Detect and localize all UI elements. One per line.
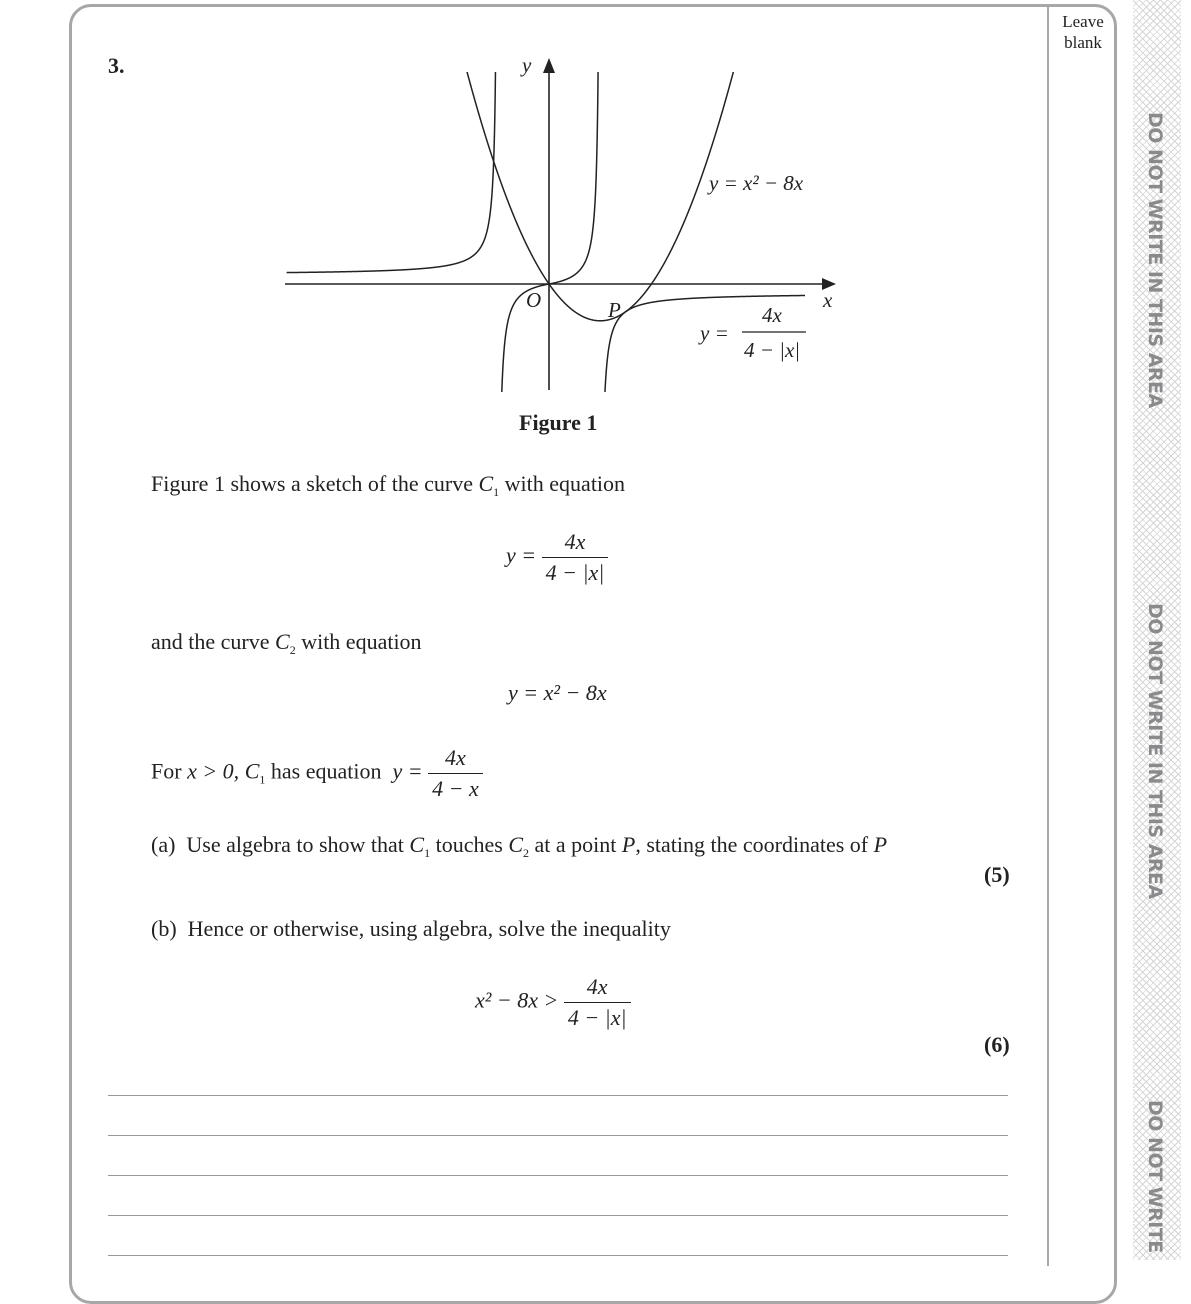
with-equation-label: with equation: [504, 471, 626, 496]
answer-line[interactable]: [108, 1255, 1008, 1256]
answer-line[interactable]: [108, 1095, 1008, 1096]
x-axis-label: x: [823, 288, 833, 312]
part-b-label: (b): [151, 916, 177, 941]
has-equation-label: has equation: [270, 758, 382, 784]
margin-divider: [1047, 6, 1049, 1266]
curve-c2-parabola: [459, 43, 741, 321]
c-symbol: C: [275, 629, 290, 654]
subscript: 1: [493, 485, 500, 499]
numerator: 4x: [564, 529, 586, 554]
part-b-marks: (6): [984, 1032, 1010, 1057]
do-not-write-warning: DO NOT WRITE IN THIS AREA: [1144, 112, 1166, 408]
c1-graph-label-lhs: y =: [700, 321, 729, 345]
part-a-marks: (5): [984, 862, 1010, 887]
c1-graph-label-num: 4x: [762, 303, 782, 327]
ineq-lhs: x² − 8x >: [475, 987, 559, 1013]
equation-c1: [506, 527, 608, 588]
part-a-text: , stating the coordinates of: [635, 832, 869, 857]
numerator: 4x: [445, 745, 466, 770]
denominator: 4 − x: [428, 773, 483, 804]
part-a: [151, 832, 887, 861]
c-symbol: C: [508, 832, 523, 857]
and-curve-label: and the curve: [151, 629, 270, 654]
for-label: For: [151, 758, 182, 784]
y-axis-label: y: [522, 53, 532, 77]
c-symbol: C: [244, 758, 260, 784]
p-symbol: P: [873, 832, 888, 857]
part-a-label: (a): [151, 832, 176, 857]
eq-lhs: y =: [392, 758, 423, 784]
c1-positive-x-text: [151, 743, 483, 804]
equation-c2: [508, 680, 607, 706]
denominator: 4 − |x|: [564, 1002, 631, 1033]
c-symbol: C: [478, 471, 494, 496]
condition: x > 0,: [187, 758, 240, 784]
figure-1-graph: [0, 0, 1000, 400]
subscript: 2: [523, 846, 529, 860]
c1-graph-label-den: 4 − |x|: [744, 338, 801, 362]
origin-label: O: [526, 288, 542, 312]
intro-label: Figure 1 shows a sketch of the curve: [151, 471, 473, 496]
c2-text: [151, 629, 422, 658]
curve-c1-left-branch: [287, 0, 498, 273]
answer-line[interactable]: [108, 1175, 1008, 1176]
eq-lhs: y =: [506, 542, 537, 568]
denominator: 4 − |x|: [542, 557, 609, 588]
c2-graph-label: y = x² − 8x: [709, 171, 804, 195]
c-symbol: C: [409, 832, 425, 857]
p-symbol: P: [621, 832, 636, 857]
part-a-text: at a point: [534, 832, 617, 857]
part-a-text: Use algebra to show that: [186, 832, 404, 857]
do-not-write-warning: DO NOT WRITE: [1144, 1100, 1166, 1253]
subscript: 2: [289, 643, 296, 657]
answer-line[interactable]: [108, 1135, 1008, 1136]
intro-text: [151, 471, 625, 500]
leave-blank-label: Leave blank: [1062, 12, 1104, 52]
eq2-text: y = x² − 8x: [508, 680, 607, 705]
part-a-text: touches: [435, 832, 503, 857]
question-number: 3.: [108, 53, 125, 78]
do-not-write-warning: DO NOT WRITE IN THIS AREA: [1144, 603, 1166, 899]
subscript: 1: [424, 846, 431, 860]
numerator: 4x: [586, 974, 608, 999]
part-b: [151, 916, 671, 942]
part-b-text: Hence or otherwise, using algebra, solve the inequality: [187, 916, 671, 941]
y-axis-arrow: [543, 58, 555, 73]
point-p-label: P: [608, 298, 621, 322]
figure-caption: Figure 1: [519, 410, 598, 435]
subscript: 1: [259, 772, 266, 787]
answer-line[interactable]: [108, 1215, 1008, 1216]
inequality: [475, 972, 631, 1033]
with-equation-label: with equation: [301, 629, 422, 654]
